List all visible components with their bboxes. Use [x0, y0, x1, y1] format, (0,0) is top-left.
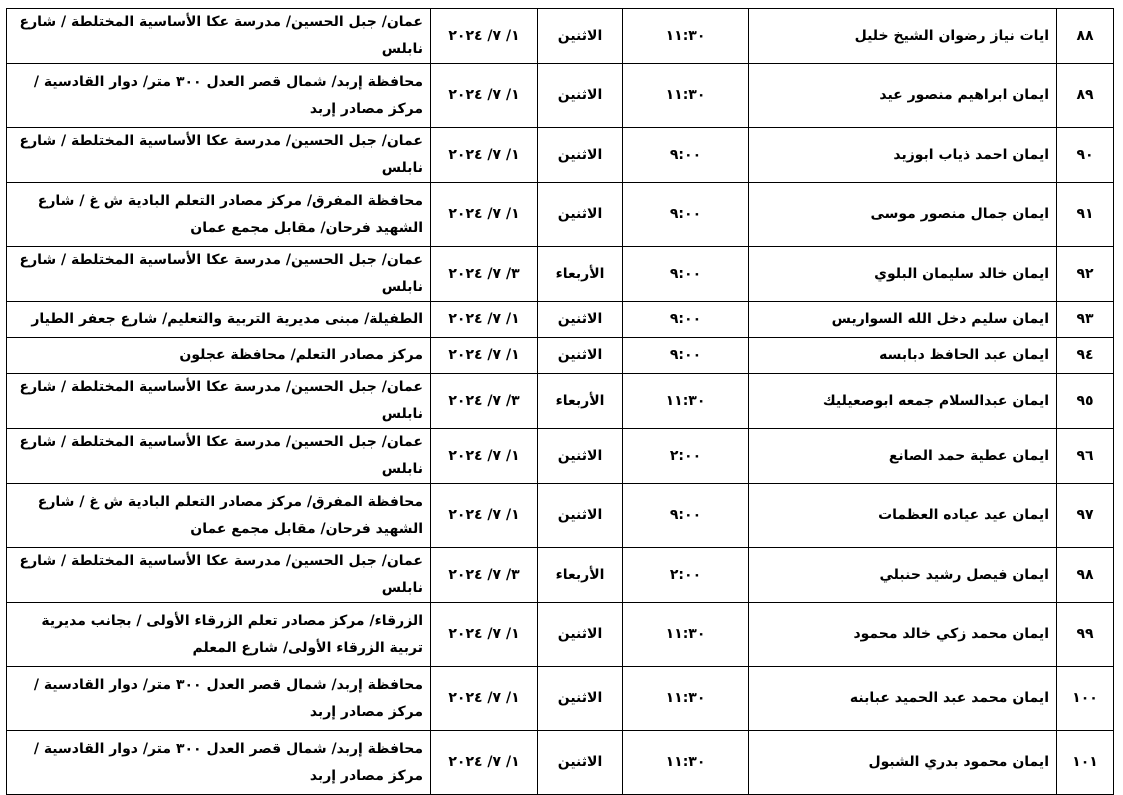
person-name: ايمان سليم دخل الله السواريس [749, 302, 1057, 338]
person-name: ايمان فيصل رشيد حنبلي [749, 548, 1057, 603]
person-name: ايمان محمد عبد الحميد عبابنه [749, 667, 1057, 731]
row-number: ٩٨ [1057, 548, 1114, 603]
session-time: ٩:٠٠ [623, 183, 749, 247]
row-number: ٩٤ [1057, 338, 1114, 374]
row-number: ٩٢ [1057, 247, 1114, 302]
session-day: الاثنين [538, 64, 623, 128]
row-number: ٩٥ [1057, 374, 1114, 429]
session-date: ١/ ٧/ ٢٠٢٤ [431, 9, 538, 64]
session-location: محافظة المفرق/ مركز مصادر التعلم البادية ش غ / شارع الشهيد فرحان/ مقابل مجمع عمان [7, 183, 431, 247]
person-name: ايمان عبد الحافظ دبابسه [749, 338, 1057, 374]
table-row [7, 667, 1114, 731]
session-location: عمان/ جبل الحسين/ مدرسة عكا الأساسية المختلطة / شارع نابلس [7, 128, 431, 183]
session-time: ١١:٣٠ [623, 603, 749, 667]
session-day: الأربعاء [538, 247, 623, 302]
row-number: ٨٨ [1057, 9, 1114, 64]
table-row [7, 374, 1114, 429]
session-location: عمان/ جبل الحسين/ مدرسة عكا الأساسية المختلطة / شارع نابلس [7, 429, 431, 484]
session-time: ٩:٠٠ [623, 484, 749, 548]
table-row [7, 302, 1114, 338]
table-row [7, 731, 1114, 795]
session-date: ١/ ٧/ ٢٠٢٤ [431, 64, 538, 128]
table-row [7, 9, 1114, 64]
session-date: ١/ ٧/ ٢٠٢٤ [431, 667, 538, 731]
table-row [7, 484, 1114, 548]
session-location: محافظة المفرق/ مركز مصادر التعلم البادية ش غ / شارع الشهيد فرحان/ مقابل مجمع عمان [7, 484, 431, 548]
session-date: ١/ ٧/ ٢٠٢٤ [431, 603, 538, 667]
session-day: الاثنين [538, 9, 623, 64]
row-number: ٩٠ [1057, 128, 1114, 183]
session-date: ٣/ ٧/ ٢٠٢٤ [431, 247, 538, 302]
session-day: الأربعاء [538, 548, 623, 603]
session-date: ١/ ٧/ ٢٠٢٤ [431, 183, 538, 247]
schedule-table-body [7, 9, 1114, 795]
table-row [7, 338, 1114, 374]
person-name: ايمان احمد ذياب ابوزيد [749, 128, 1057, 183]
person-name: ايمان جمال منصور موسى [749, 183, 1057, 247]
session-day: الاثنين [538, 128, 623, 183]
session-date: ١/ ٧/ ٢٠٢٤ [431, 484, 538, 548]
session-day: الاثنين [538, 484, 623, 548]
table-row [7, 128, 1114, 183]
session-time: ٢:٠٠ [623, 429, 749, 484]
session-location: عمان/ جبل الحسين/ مدرسة عكا الأساسية المختلطة / شارع نابلس [7, 374, 431, 429]
row-number: ١٠٠ [1057, 667, 1114, 731]
person-name: ايمان محمد زكي خالد محمود [749, 603, 1057, 667]
session-date: ١/ ٧/ ٢٠٢٤ [431, 302, 538, 338]
session-location: عمان/ جبل الحسين/ مدرسة عكا الأساسية المختلطة / شارع نابلس [7, 247, 431, 302]
session-date: ١/ ٧/ ٢٠٢٤ [431, 731, 538, 795]
table-row [7, 247, 1114, 302]
session-date: ٣/ ٧/ ٢٠٢٤ [431, 374, 538, 429]
row-number: ١٠١ [1057, 731, 1114, 795]
session-time: ٩:٠٠ [623, 338, 749, 374]
row-number: ٩٧ [1057, 484, 1114, 548]
person-name: ايمان عيد عياده العظمات [749, 484, 1057, 548]
table-row [7, 429, 1114, 484]
person-name: ايات نياز رضوان الشيخ خليل [749, 9, 1057, 64]
session-date: ١/ ٧/ ٢٠٢٤ [431, 128, 538, 183]
person-name: ايمان ابراهيم منصور عيد [749, 64, 1057, 128]
session-day: الأربعاء [538, 374, 623, 429]
session-date: ٣/ ٧/ ٢٠٢٤ [431, 548, 538, 603]
session-location: الزرقاء/ مركز مصادر تعلم الزرقاء الأولى / بجانب مديرية تربية الزرقاء الأولى/ شارع المعلم [7, 603, 431, 667]
session-location: محافظة إربد/ شمال قصر العدل ٣٠٠ متر/ دوار القادسية / مركز مصادر إربد [7, 64, 431, 128]
row-number: ٩١ [1057, 183, 1114, 247]
session-day: الاثنين [538, 183, 623, 247]
session-location: محافظة إربد/ شمال قصر العدل ٣٠٠ متر/ دوار القادسية / مركز مصادر إربد [7, 731, 431, 795]
session-time: ١١:٣٠ [623, 667, 749, 731]
session-location: عمان/ جبل الحسين/ مدرسة عكا الأساسية المختلطة / شارع نابلس [7, 548, 431, 603]
session-time: ١١:٣٠ [623, 731, 749, 795]
session-time: ١١:٣٠ [623, 9, 749, 64]
session-location: مركز مصادر التعلم/ محافظة عجلون [7, 338, 431, 374]
person-name: ايمان خالد سليمان البلوي [749, 247, 1057, 302]
table-row [7, 183, 1114, 247]
session-day: الاثنين [538, 603, 623, 667]
table-row [7, 603, 1114, 667]
person-name: ايمان محمود بدري الشبول [749, 731, 1057, 795]
session-time: ٢:٠٠ [623, 548, 749, 603]
session-date: ١/ ٧/ ٢٠٢٤ [431, 338, 538, 374]
person-name: ايمان عطية حمد الصانع [749, 429, 1057, 484]
session-day: الاثنين [538, 667, 623, 731]
session-time: ١١:٣٠ [623, 374, 749, 429]
session-time: ٩:٠٠ [623, 128, 749, 183]
person-name: ايمان عبدالسلام جمعه ابوصعيليك [749, 374, 1057, 429]
row-number: ٩٣ [1057, 302, 1114, 338]
row-number: ٩٩ [1057, 603, 1114, 667]
table-row [7, 64, 1114, 128]
session-time: ٩:٠٠ [623, 302, 749, 338]
session-location: الطفيلة/ مبنى مديرية التربية والتعليم/ شارع جعفر الطيار [7, 302, 431, 338]
session-location: عمان/ جبل الحسين/ مدرسة عكا الأساسية المختلطة / شارع نابلس [7, 9, 431, 64]
session-day: الاثنين [538, 338, 623, 374]
session-day: الاثنين [538, 429, 623, 484]
session-day: الاثنين [538, 302, 623, 338]
row-number: ٨٩ [1057, 64, 1114, 128]
session-date: ١/ ٧/ ٢٠٢٤ [431, 429, 538, 484]
table-row [7, 548, 1114, 603]
session-time: ١١:٣٠ [623, 64, 749, 128]
session-time: ٩:٠٠ [623, 247, 749, 302]
row-number: ٩٦ [1057, 429, 1114, 484]
schedule-table [6, 8, 1114, 795]
session-day: الاثنين [538, 731, 623, 795]
session-location: محافظة إربد/ شمال قصر العدل ٣٠٠ متر/ دوار القادسية / مركز مصادر إربد [7, 667, 431, 731]
